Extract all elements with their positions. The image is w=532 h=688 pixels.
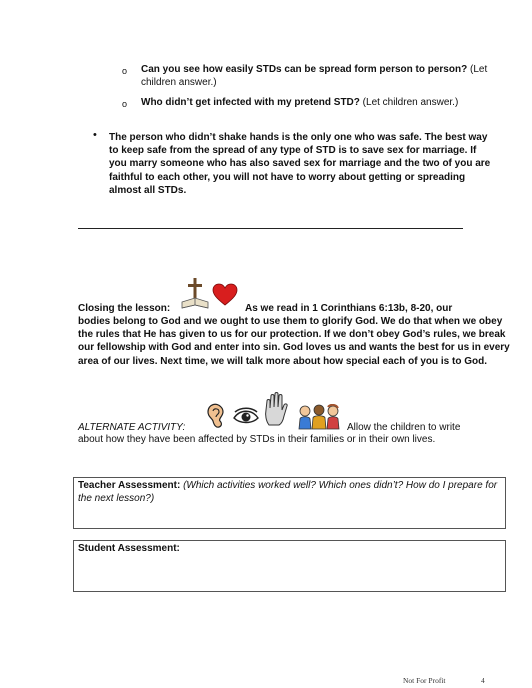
teacher-assessment-content	[74, 478, 505, 506]
sub-bullet-2: o	[122, 99, 128, 109]
footer-text: Not For Profit	[403, 676, 446, 685]
children-group-icon	[296, 404, 342, 430]
teacher-assessment-prompt: (Which activities worked well? Which ones didn’t? How do I prepare for the next lesson?)	[78, 480, 498, 504]
question-2-note: (Let children answer.)	[362, 97, 459, 108]
eye-icon	[232, 406, 260, 426]
teacher-assessment-label: Teacher Assessment:	[78, 480, 181, 491]
alternate-body: about how they have been affected by STDs in their families or in their own lives.	[78, 434, 436, 445]
question-1-note: (Let children answer.)	[141, 64, 488, 88]
question-2-text: Who didn’t get infected with my pretend STD?	[141, 97, 360, 108]
student-assessment-box[interactable]	[73, 540, 506, 592]
alternate-label: ALTERNATE ACTIVITY:	[78, 422, 186, 433]
sub-bullet-1: o	[122, 66, 128, 76]
alternate-lead: Allow the children to write	[347, 422, 461, 433]
teacher-assessment-box[interactable]	[73, 477, 506, 529]
closing-label: Closing the lesson:	[78, 303, 171, 314]
closing-lead: As we read in 1 Corinthians 6:13b, 8-20, our	[245, 303, 453, 314]
hand-icon	[263, 391, 289, 427]
question-2	[141, 96, 511, 109]
student-assessment-label: Student Assessment:	[78, 543, 180, 554]
main-bullet: •	[93, 129, 97, 141]
main-point-paragraph: The person who didn’t shake hands is the only one who was safe. The best way to keep safe from the spread of any type of STD is to save sex for marriage. If you marry someone who has also saved sex for marriage and the two of you are faithful to each other, you will not have to worry about getting or spreading almost all STDs.	[109, 132, 491, 196]
page-number: 4	[481, 676, 485, 685]
question-1-text: Can you see how easily STDs can be spread form person to person?	[141, 64, 468, 75]
closing-body: bodies belong to God and we ought to use them to glorify God. We do that when we obey the rules that He has given to us for our protection. If we don’t obey God’s rules, we break our fellowship with God and enter into sin. God loves us and wants the best for us in every area of our lives. Next time, we will talk more about how special each of you is to God.	[78, 316, 510, 367]
section-divider	[78, 228, 463, 229]
ear-icon	[205, 403, 227, 429]
student-assessment-content	[74, 541, 505, 556]
question-1	[141, 63, 501, 89]
